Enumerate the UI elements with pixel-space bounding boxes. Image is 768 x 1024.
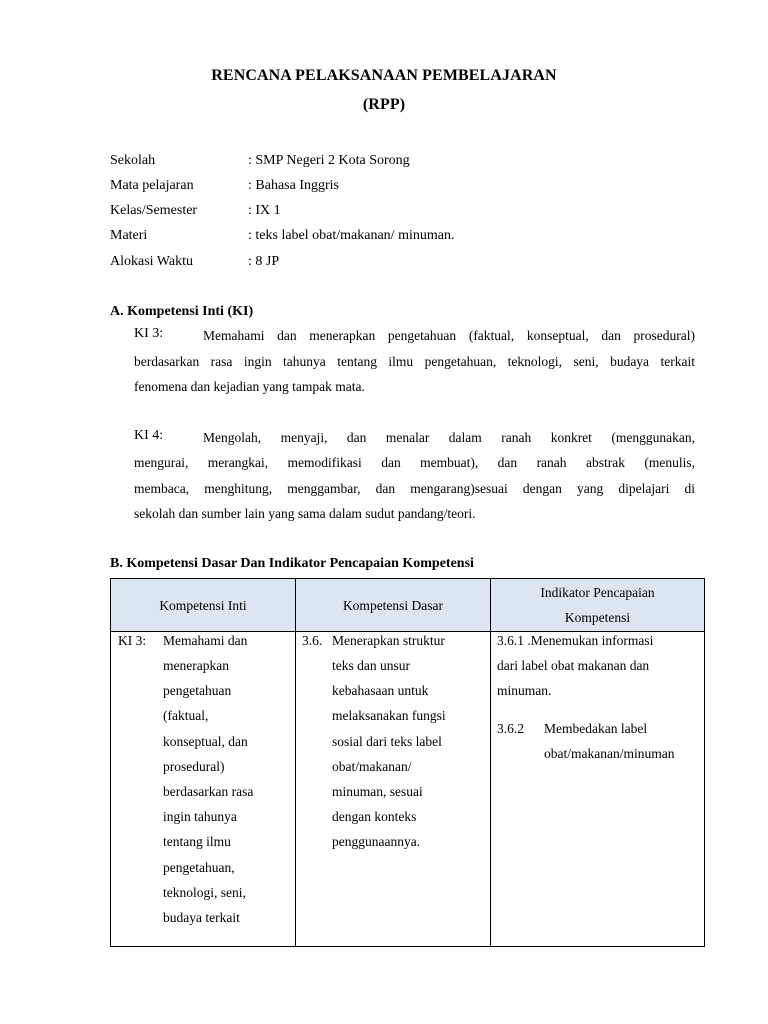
indicator-number: 3.6.2	[497, 721, 524, 736]
indicator-line: obat/makanan/minuman	[544, 746, 675, 761]
header-indikator	[491, 579, 705, 632]
ki-cell-line: konseptual, dan	[163, 734, 248, 749]
competency-table	[110, 578, 705, 947]
cell-indikator	[491, 632, 705, 947]
ki-cell-label: KI 3:	[118, 633, 147, 648]
ki-cell-line: menerapkan	[163, 658, 229, 673]
section-b-heading: B. Kompetensi Dasar Dan Indikator Pencapaian Kompetensi	[110, 556, 474, 571]
document-title: RENCANA PELAKSANAAN PEMBELAJARAN	[211, 67, 557, 84]
kd-cell-line: melaksanakan fungsi	[332, 708, 446, 723]
table-header-row	[111, 579, 705, 632]
ki4-line: Mengolah, menyaji, dan menalar dalam ranah konkret (menggunakan,	[203, 430, 695, 445]
kd-cell-line: penggunaannya.	[332, 834, 421, 849]
ki-cell-line: pengetahuan	[163, 683, 232, 698]
ki3-line: Memahami dan menerapkan pengetahuan (faktual, konseptual, dan prosedural)	[203, 328, 695, 343]
kd-cell-line: minuman, sesuai	[332, 784, 423, 799]
ki-cell-line: Memahami dan	[163, 633, 248, 648]
ki3-label: KI 3:	[134, 326, 164, 341]
section-a-heading: A. Kompetensi Inti (KI)	[110, 304, 254, 319]
ki-cell-line: prosedural)	[163, 759, 225, 774]
header-indikator-line: Indikator Pencapaian	[540, 585, 655, 600]
kd-cell-label: 3.6.	[302, 633, 323, 648]
header-indikator-line: Kompetensi	[564, 610, 631, 625]
header-kompetensi-dasar: Kompetensi Dasar	[296, 579, 491, 632]
ki4-label: KI 4:	[134, 428, 164, 443]
indicator-line: 3.6.1 .Menemukan informasi	[497, 633, 654, 648]
ki3-line: fenomena dan kejadian yang tampak mata.	[134, 379, 365, 394]
ki-cell-line: tentang ilmu	[163, 834, 231, 849]
ki-cell-line: budaya terkait	[163, 910, 240, 925]
table-row	[111, 632, 705, 947]
info-value: : IX 1	[248, 203, 281, 218]
indicator-line: dari label obat makanan dan	[497, 658, 650, 673]
info-value: : SMP Negeri 2 Kota Sorong	[248, 153, 410, 168]
info-label: Sekolah	[110, 153, 156, 168]
ki-cell-line: ingin tahunya	[163, 809, 237, 824]
info-value: : 8 JP	[248, 254, 280, 269]
info-label: Mata pelajaran	[110, 178, 194, 193]
indicator-line: Membedakan label	[544, 721, 648, 736]
info-value: : teks label obat/makanan/ minuman.	[248, 228, 455, 243]
ki3-line: berdasarkan rasa ingin tahunya tentang ilmu pengetahuan, teknologi, seni, budaya terkait	[134, 354, 695, 369]
kd-cell-line: teks dan unsur	[332, 658, 410, 673]
ki-cell-line: pengetahuan,	[163, 860, 235, 875]
ki-cell-line: teknologi, seni,	[163, 885, 246, 900]
cell-kompetensi-dasar	[296, 632, 491, 947]
document-subtitle: (RPP)	[362, 96, 406, 113]
ki-cell-line: berdasarkan rasa	[163, 784, 254, 799]
indicator-line: minuman.	[497, 683, 552, 698]
header-kompetensi-inti: Kompetensi Inti	[111, 579, 296, 632]
cell-kompetensi-inti	[111, 632, 296, 947]
ki4-line: mengurai, merangkai, memodifikasi dan membuat), dan ranah abstrak (menulis,	[134, 455, 695, 470]
info-value: : Bahasa Inggris	[248, 178, 339, 193]
kd-cell-line: sosial dari teks label	[332, 734, 442, 749]
kd-cell-line: dengan konteks	[332, 809, 417, 824]
ki4-line: sekolah dan sumber lain yang sama dalam sudut pandang/teori.	[134, 506, 476, 521]
info-label: Materi	[110, 228, 148, 243]
ki4-line: membaca, menghitung, menggambar, dan mengarang)sesuai dengan yang dipelajari di	[134, 481, 695, 496]
kd-cell-line: kebahasaan untuk	[332, 683, 429, 698]
kd-cell-line: obat/makanan/	[332, 759, 412, 774]
kd-cell-line: Menerapkan struktur	[332, 633, 445, 648]
info-label: Alokasi Waktu	[110, 254, 193, 269]
ki-cell-line: (faktual,	[163, 708, 209, 723]
info-label: Kelas/Semester	[110, 203, 198, 218]
